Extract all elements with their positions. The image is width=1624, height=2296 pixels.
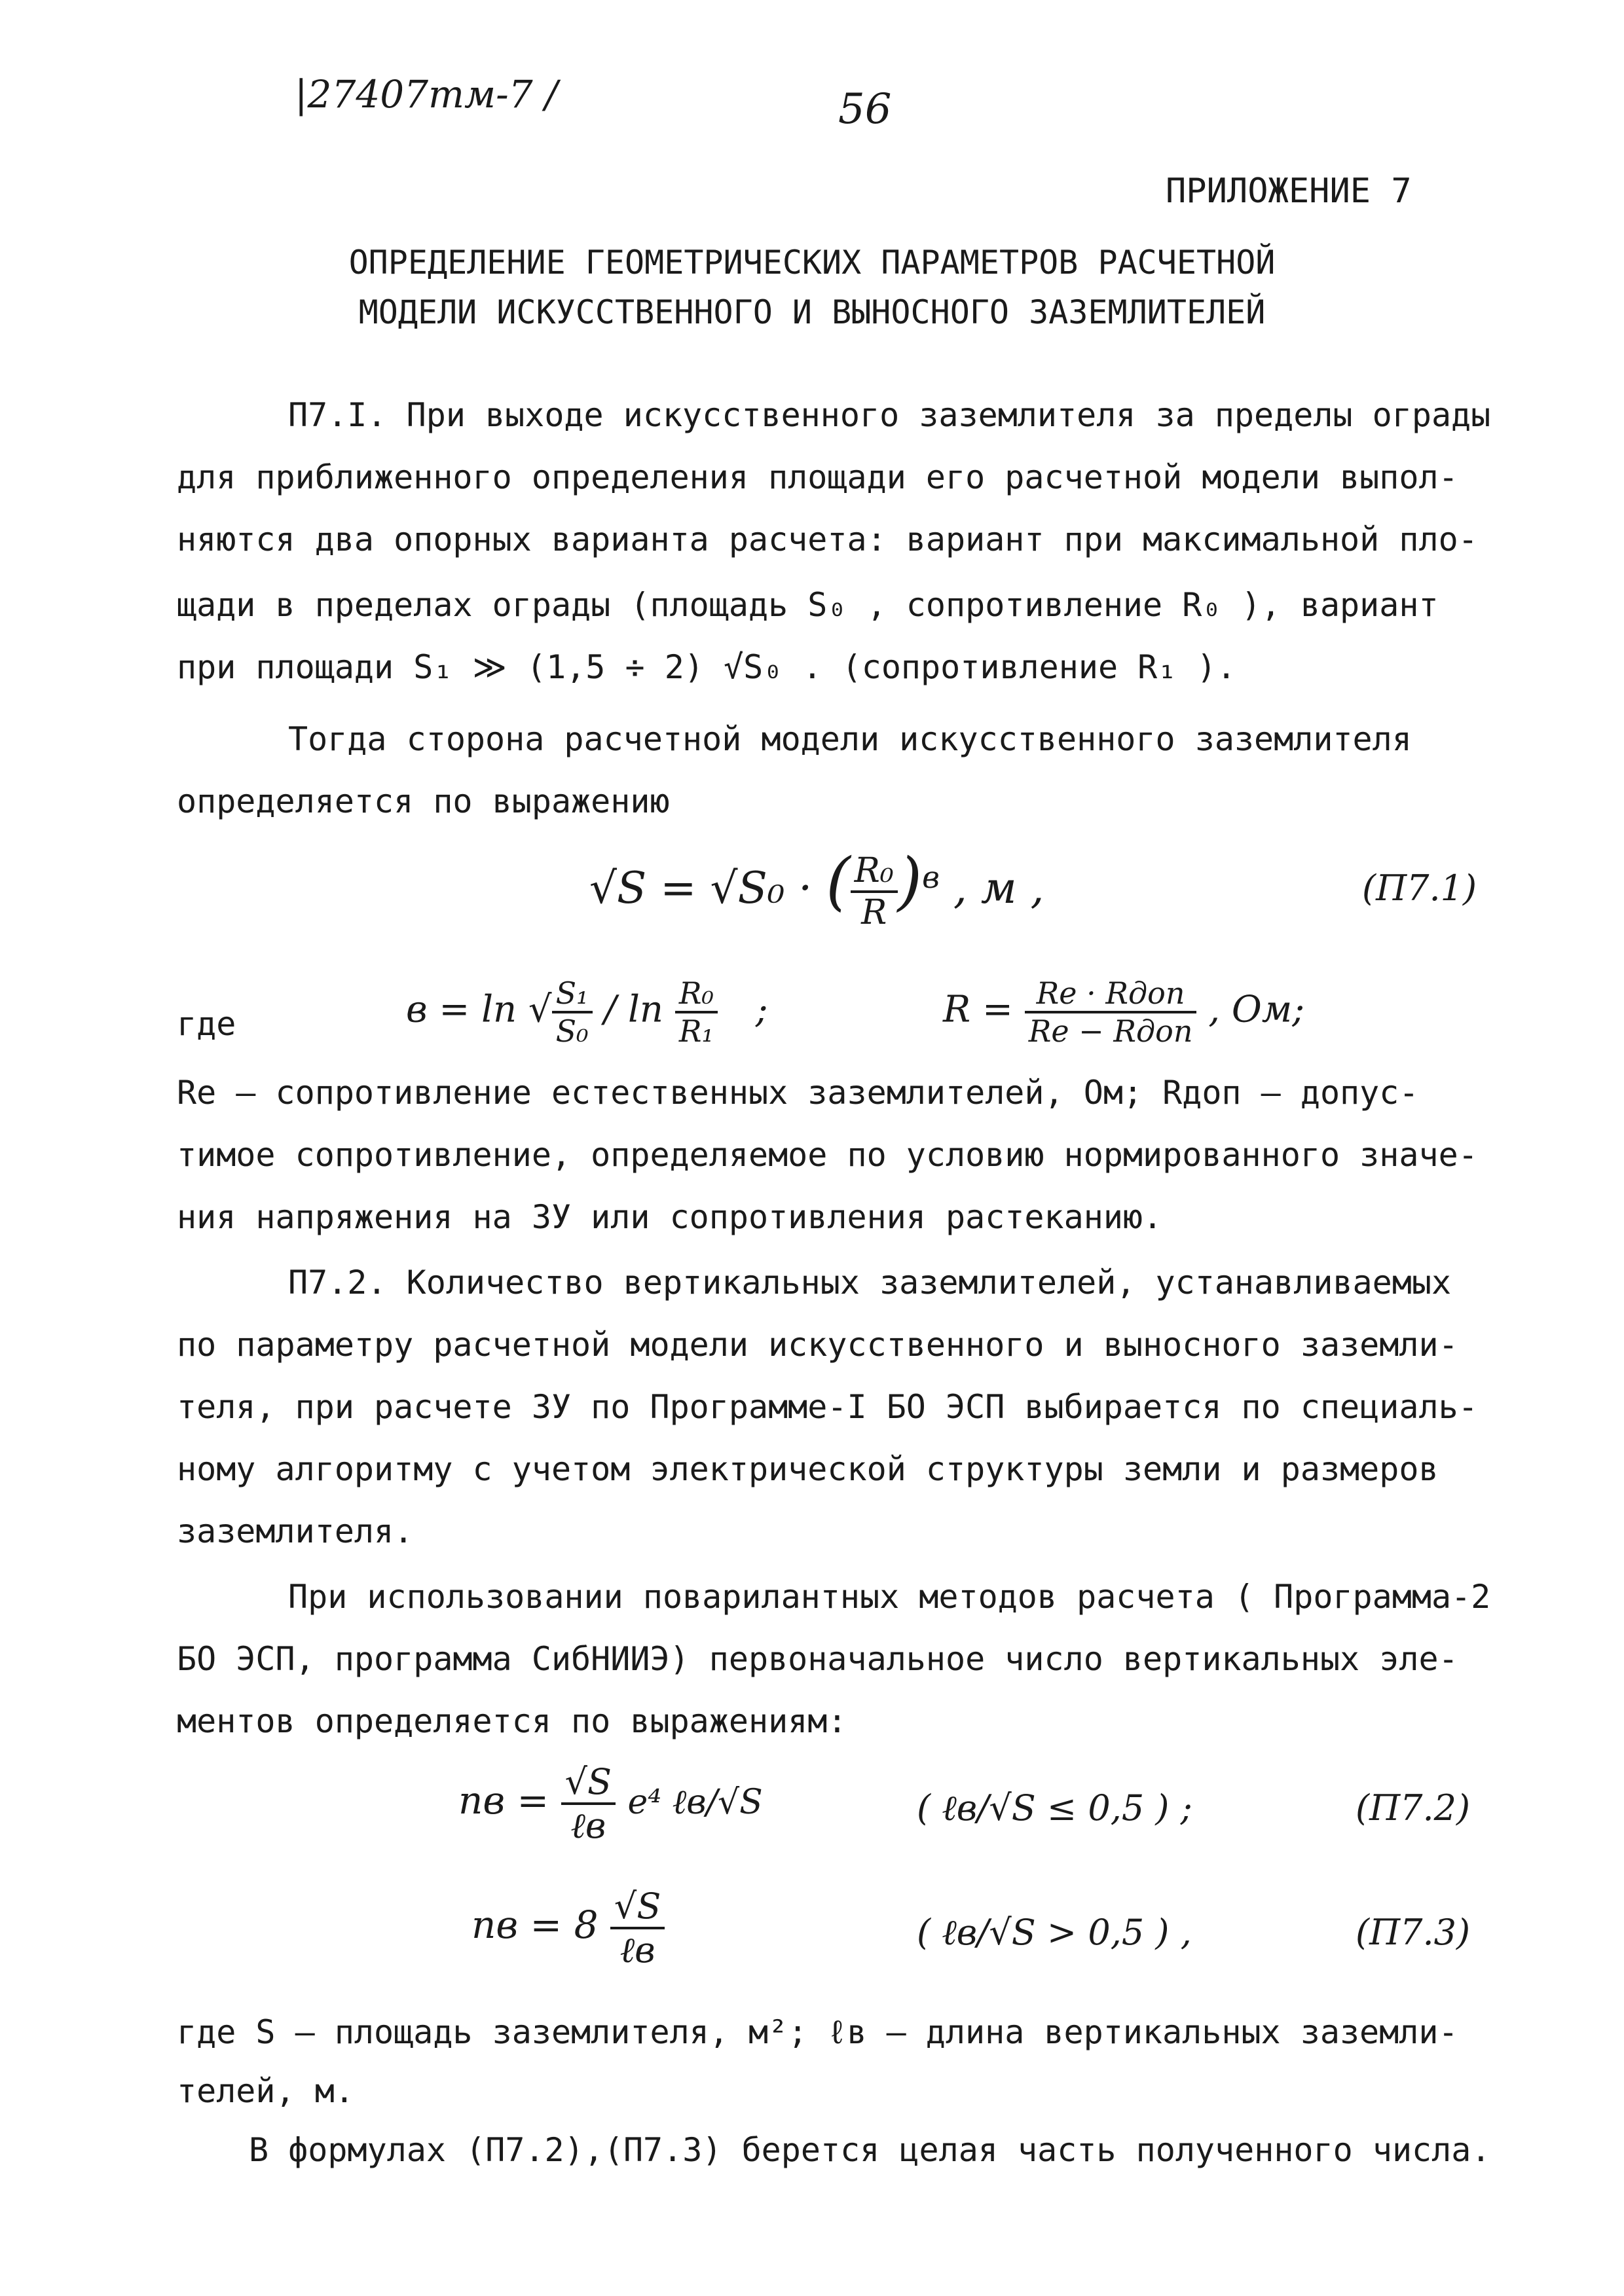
paragraph-5-line-1: При использовании поварилантных методов расчета ( Программа-2 bbox=[288, 1578, 1491, 1616]
paragraph-2-line-2: определяется по выражению bbox=[177, 782, 670, 820]
paragraph-1-line-2: для приближенного определения площади его расчетной модели выпол- bbox=[177, 458, 1458, 496]
equation-number-p7-3: (П7.3) bbox=[1356, 1912, 1471, 1953]
closing-sentence: В формулах (П7.2),(П7.3) берется целая часть полученного числа. bbox=[249, 2131, 1491, 2169]
eq1-lhs: √S = bbox=[589, 863, 697, 913]
r-unit: , Ом; bbox=[1208, 988, 1305, 1031]
eq3-condition: ( ℓв/√S > 0,5 ) , bbox=[917, 1912, 1192, 1953]
eq1-frac-num: R₀ bbox=[851, 851, 898, 893]
r-lhs: R = bbox=[943, 988, 1013, 1031]
eq1-exponent: в bbox=[922, 860, 940, 895]
b-frac-den: S₀ bbox=[555, 1013, 589, 1049]
equation-p7-1: √S = √S₀ · ( $\frac{\text{R₀}}{R}$ )$^в$ , м , bbox=[589, 845, 1044, 932]
paragraph-1-line-4: щади в пределах ограды (площадь S₀ , сопротивление R₀ ), вариант bbox=[177, 586, 1439, 624]
b-frac2-den: R₁ bbox=[678, 1013, 714, 1049]
eq3-lhs: nв = 8 bbox=[471, 1903, 599, 1948]
formula-separator: ; bbox=[755, 988, 768, 1031]
equation-p7-2 bbox=[458, 1761, 763, 1846]
equation-number-p7-1: (П7.1) bbox=[1362, 867, 1477, 909]
paragraph-5-line-2: БО ЭСП, программа СибНИИЭ) первоначальное число вертикальных эле- bbox=[177, 1640, 1458, 1678]
eq2-lhs: nв = bbox=[458, 1778, 549, 1823]
title-line-1: ОПРЕДЕЛЕНИЕ ГЕОМЕТРИЧЕСКИХ ПАРАМЕТРОВ РАСЧЕТНОЙ bbox=[348, 244, 1276, 282]
eq1-frac-den: R bbox=[861, 893, 887, 932]
equation-number-p7-2: (П7.2) bbox=[1356, 1787, 1471, 1829]
r-frac-num: Rе · Rдоп bbox=[1025, 975, 1197, 1013]
paragraph-3-line-1: Rе – сопротивление естественных заземлителей, Ом; Rдоп – допус- bbox=[177, 1074, 1419, 1112]
paragraph-1-line-1: П7.I. При выходе искусственного заземлителя за пределы ограды bbox=[288, 396, 1491, 434]
eq2-condition: ( ℓв/√S ≤ 0,5 ) ; bbox=[917, 1787, 1192, 1829]
formula-r-definition bbox=[943, 975, 1304, 1049]
paragraph-4-line-5: заземлителя. bbox=[177, 1512, 414, 1550]
paragraph-2-line-1: Тогда сторона расчетной модели искусственного заземлителя bbox=[288, 720, 1412, 758]
paragraph-5-line-3: ментов определяется по выражениям: bbox=[177, 1702, 847, 1740]
r-frac-den: Rе − Rдоп bbox=[1028, 1013, 1193, 1049]
paragraph-4-line-4: ному алгоритму с учетом электрической структуры земли и размеров bbox=[177, 1450, 1439, 1488]
paragraph-4-line-1: П7.2. Количество вертикальных заземлителей, устанавливаемых bbox=[288, 1264, 1452, 1302]
paragraph-3-line-2: тимое сопротивление, определяемое по условию нормированного значе- bbox=[177, 1136, 1478, 1174]
where-label-1: где bbox=[177, 1005, 236, 1043]
title-line-2: МОДЕЛИ ИСКУССТВЕННОГО И ВЫНОСНОГО ЗАЗЕМЛИТЕЛЕЙ bbox=[358, 293, 1266, 331]
eq3-frac-den: ℓв bbox=[619, 1929, 655, 1971]
eq1-unit: , м , bbox=[953, 863, 1044, 913]
eq2-frac-den: ℓв bbox=[570, 1805, 606, 1846]
eq3-frac-num: √S bbox=[610, 1886, 665, 1929]
paragraph-1-line-3: няются два опорных варианта расчета: вариант при максимальной пло- bbox=[177, 520, 1478, 558]
eq2-exponential: e⁴ ℓв/√S bbox=[627, 1783, 763, 1823]
b-frac2-num: R₀ bbox=[675, 975, 718, 1013]
paragraph-4-line-2: по параметру расчетной модели искусственного и выносного заземли- bbox=[177, 1326, 1458, 1364]
b-mid: / ln bbox=[604, 988, 663, 1031]
where-2-line-1: где S – площадь заземлителя, м²; ℓв – длина вертикальных заземли- bbox=[177, 2013, 1458, 2051]
where-2-line-2: телей, м. bbox=[177, 2072, 354, 2110]
paragraph-3-line-3: ния напряжения на ЗУ или сопротивления растеканию. bbox=[177, 1198, 1163, 1236]
paragraph-4-line-3: теля, при расчете ЗУ по Программе-I БО ЭСП выбирается по специаль- bbox=[177, 1388, 1478, 1426]
eq2-frac-num: √S bbox=[561, 1761, 616, 1805]
b-frac-num: S₁ bbox=[552, 975, 593, 1013]
page-number: 56 bbox=[838, 85, 892, 134]
eq1-root: √S₀ · bbox=[710, 863, 813, 913]
paragraph-1-line-5: при площади S₁ ≫ (1,5 ÷ 2) √S₀ . (сопротивление R₁ ). bbox=[177, 648, 1236, 686]
equation-p7-3 bbox=[471, 1886, 665, 1971]
formula-b-definition bbox=[406, 975, 768, 1049]
b-lhs: в = ln √ bbox=[406, 988, 552, 1031]
document-code: |27407тм-7 / bbox=[295, 72, 558, 117]
appendix-label: ПРИЛОЖЕНИЕ 7 bbox=[1166, 172, 1412, 211]
